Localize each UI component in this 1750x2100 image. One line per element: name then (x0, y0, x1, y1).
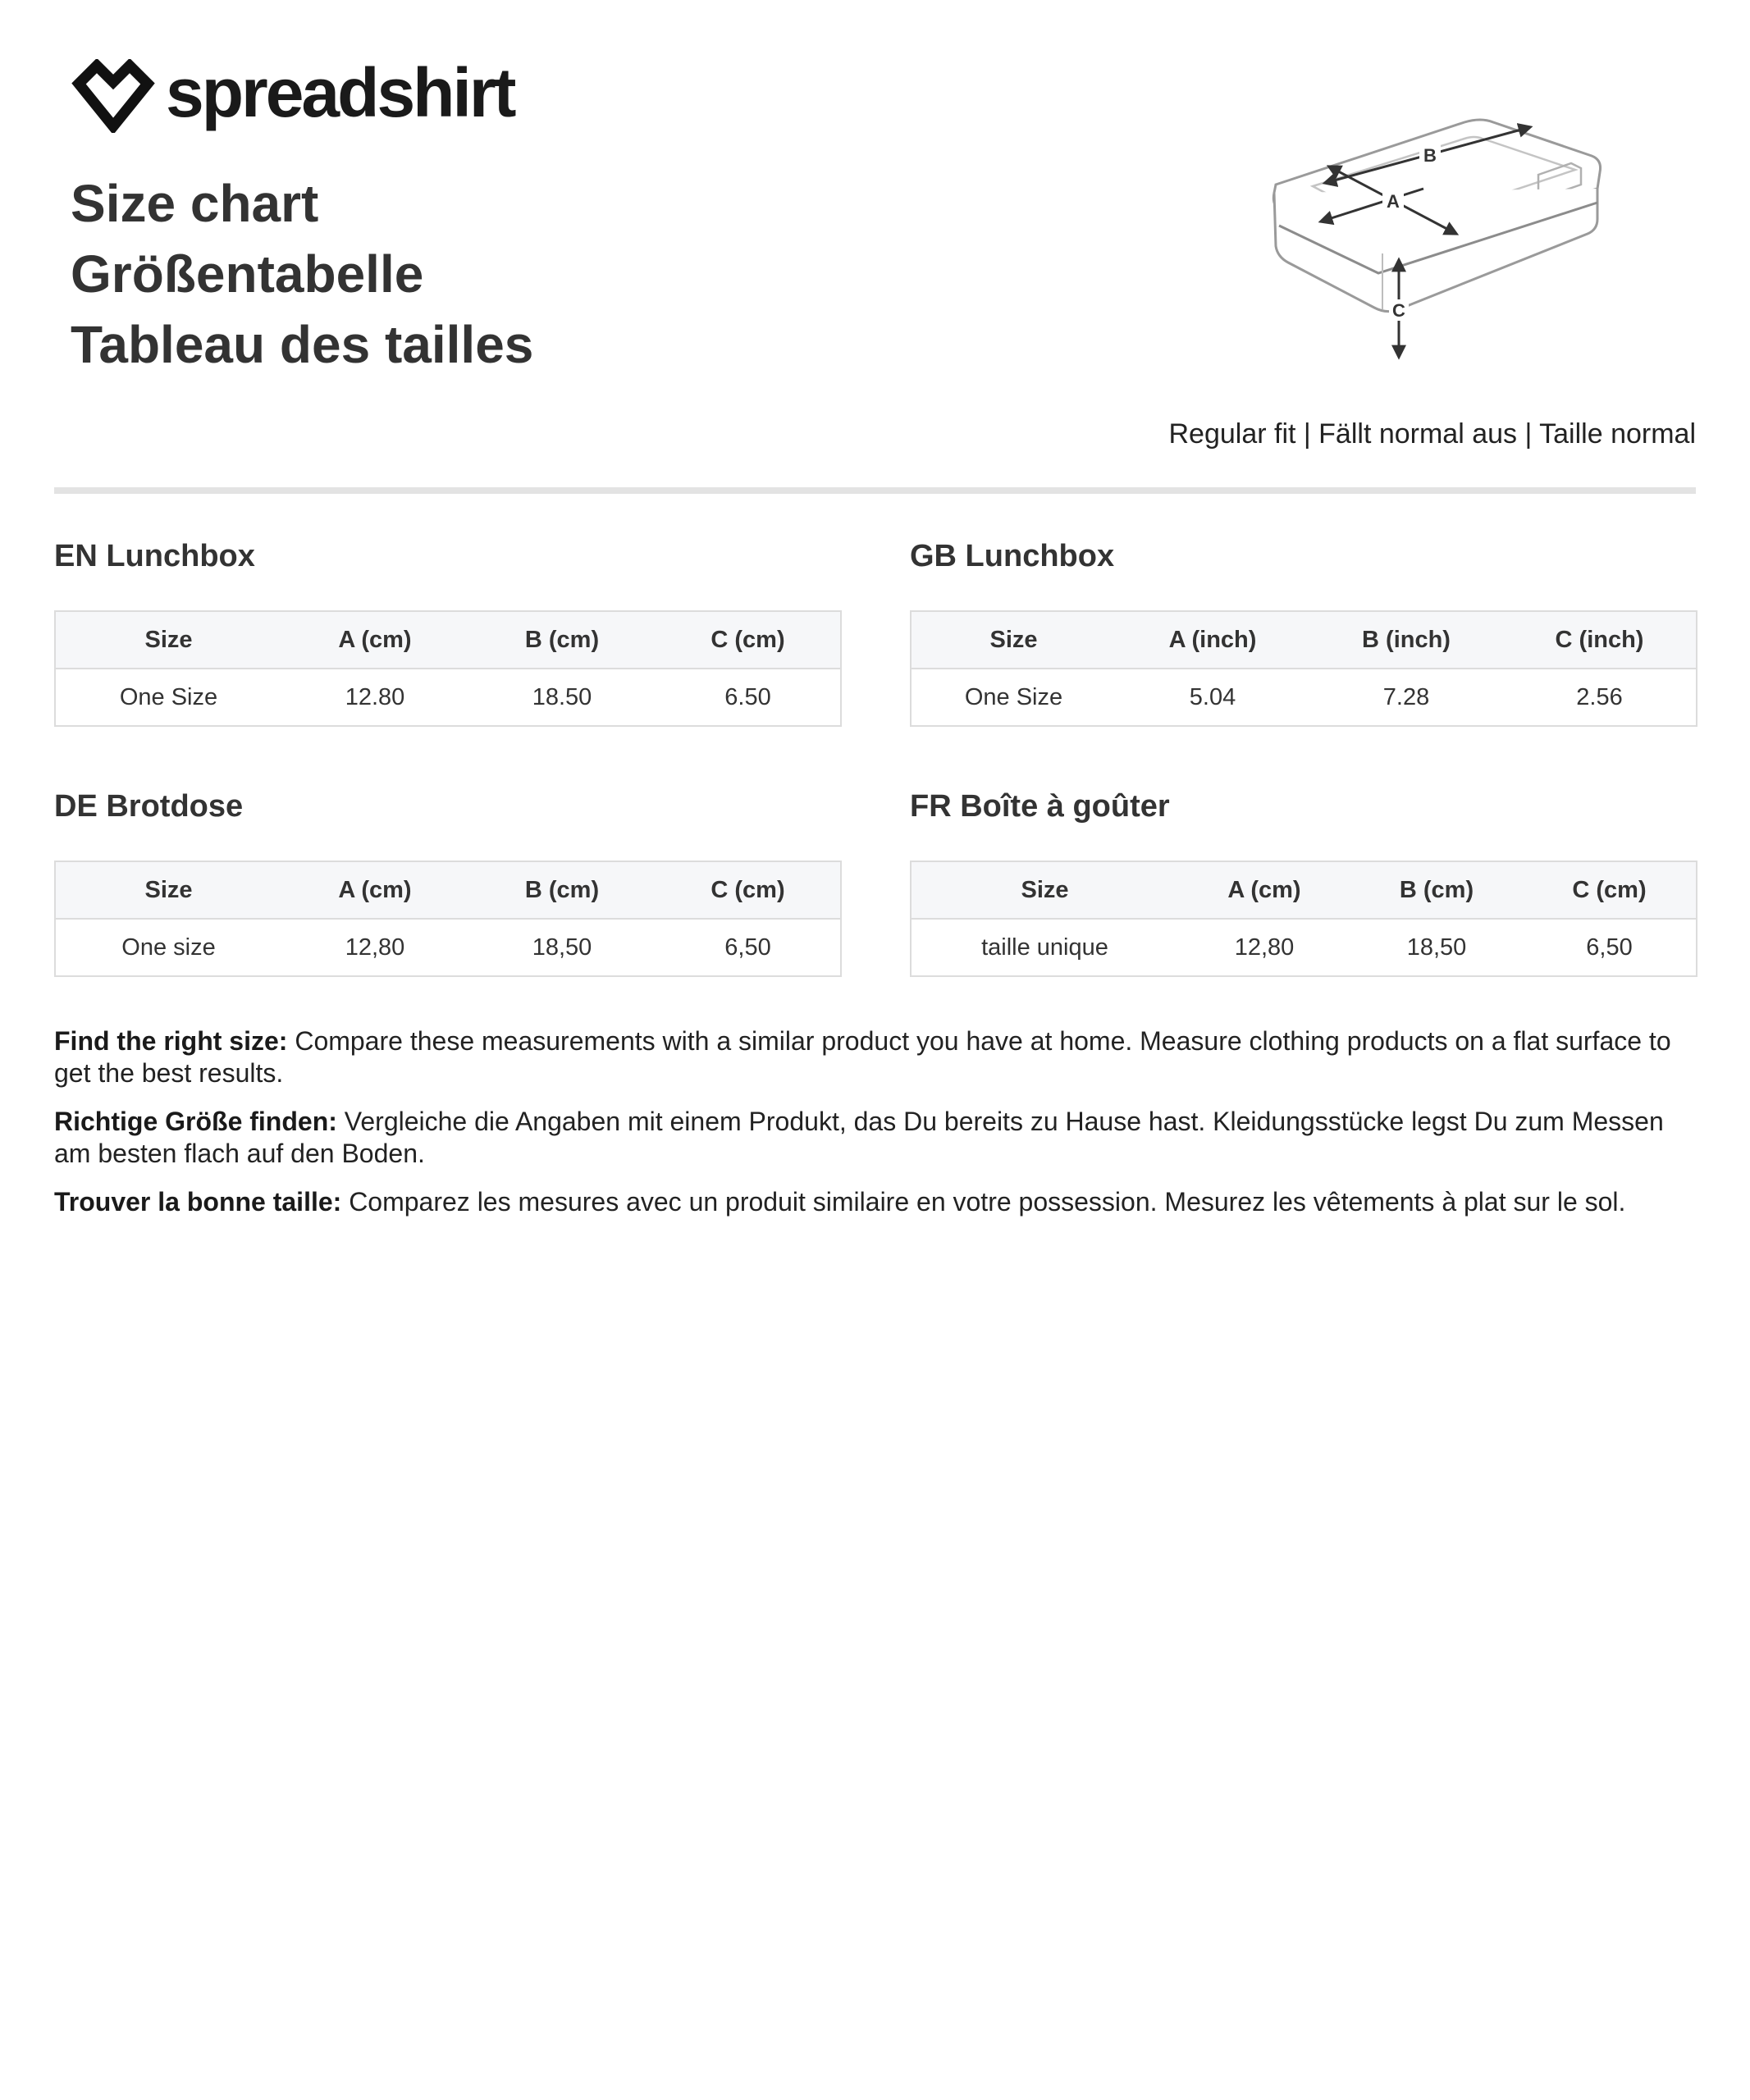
dimension-c-label: C (1392, 300, 1405, 321)
measuring-instructions (54, 1025, 1703, 1235)
instruction-fr (54, 1186, 1703, 1218)
cell-a: 5.04 (1116, 669, 1309, 726)
size-table (910, 610, 1697, 727)
column-header-a: A (cm) (281, 611, 468, 669)
lunchbox-dimensions-icon (1259, 111, 1612, 373)
cell-size: taille unique (911, 919, 1178, 976)
page-titles (71, 168, 533, 380)
column-header-b: B (cm) (468, 611, 656, 669)
section-heading: DE Brotdose (54, 789, 244, 824)
cell-size: One Size (911, 669, 1116, 726)
size-section-en (54, 536, 840, 727)
title-en: Size chart (71, 174, 319, 233)
table-row (55, 669, 841, 726)
size-section-de (54, 787, 840, 977)
column-header-b: B (cm) (1350, 861, 1523, 919)
title-de: Größentabelle (71, 244, 424, 304)
column-header-a: A (cm) (281, 861, 468, 919)
column-header-a: A (inch) (1116, 611, 1309, 669)
dimension-b-label: B (1423, 145, 1437, 166)
cell-a: 12,80 (281, 919, 468, 976)
table-header-row (55, 611, 841, 669)
column-header-size: Size (911, 611, 1116, 669)
column-header-size: Size (55, 611, 281, 669)
instruction-text: Comparez les mesures avec un produit similaire en votre possession. Mesurez les vêtements à plat sur le sol. (341, 1187, 1626, 1217)
column-header-b: B (inch) (1309, 611, 1503, 669)
column-header-c: C (inch) (1503, 611, 1697, 669)
instruction-label: Trouver la bonne taille: (54, 1187, 342, 1217)
section-heading: FR Boîte à goûter (910, 789, 1170, 824)
spreadshirt-logo (71, 54, 514, 135)
cell-b: 18,50 (1350, 919, 1523, 976)
instruction-text: Compare these measurements with a similar product you have at home. Measure clothing products on a flat surface to get the best results. (54, 1026, 1671, 1088)
table-row (911, 919, 1697, 976)
table-header-row (911, 861, 1697, 919)
cell-size: One size (55, 919, 281, 976)
divider (54, 487, 1696, 494)
size-table (910, 861, 1697, 977)
column-header-c: C (cm) (1523, 861, 1697, 919)
table-row (55, 919, 841, 976)
column-header-c: C (cm) (656, 861, 841, 919)
section-heading: EN Lunchbox (54, 539, 255, 573)
fit-note: Regular fit | Fällt normal aus | Taille normal (1168, 418, 1696, 450)
cell-a: 12,80 (1178, 919, 1350, 976)
instruction-en (54, 1025, 1703, 1089)
cell-a: 12.80 (281, 669, 468, 726)
size-table (54, 610, 842, 727)
dimension-a-label: A (1387, 191, 1400, 212)
cell-c: 6,50 (656, 919, 841, 976)
cell-c: 6,50 (1523, 919, 1697, 976)
heart-diamond-icon (71, 59, 156, 133)
size-section-gb (910, 536, 1696, 727)
instruction-text: Vergleiche die Angaben mit einem Produkt, das Du bereits zu Hause hast. Kleidungsstücke legst Du zum Messen am besten flach auf den Boden. (54, 1107, 1664, 1168)
table-row (911, 669, 1697, 726)
instruction-label: Richtige Größe finden: (54, 1107, 337, 1136)
section-heading: GB Lunchbox (910, 539, 1115, 573)
size-section-fr (910, 787, 1696, 977)
cell-c: 6.50 (656, 669, 841, 726)
table-header-row (55, 861, 841, 919)
column-header-size: Size (911, 861, 1178, 919)
cell-b: 18,50 (468, 919, 656, 976)
cell-b: 18.50 (468, 669, 656, 726)
column-header-c: C (cm) (656, 611, 841, 669)
column-header-b: B (cm) (468, 861, 656, 919)
table-header-row (911, 611, 1697, 669)
instruction-label: Find the right size: (54, 1026, 288, 1056)
size-table (54, 861, 842, 977)
column-header-a: A (cm) (1178, 861, 1350, 919)
cell-b: 7.28 (1309, 669, 1503, 726)
column-header-size: Size (55, 861, 281, 919)
cell-size: One Size (55, 669, 281, 726)
brand-name: spreadshirt (166, 54, 514, 131)
instruction-de (54, 1106, 1703, 1170)
title-fr: Tableau des tailles (71, 315, 534, 374)
cell-c: 2.56 (1503, 669, 1697, 726)
